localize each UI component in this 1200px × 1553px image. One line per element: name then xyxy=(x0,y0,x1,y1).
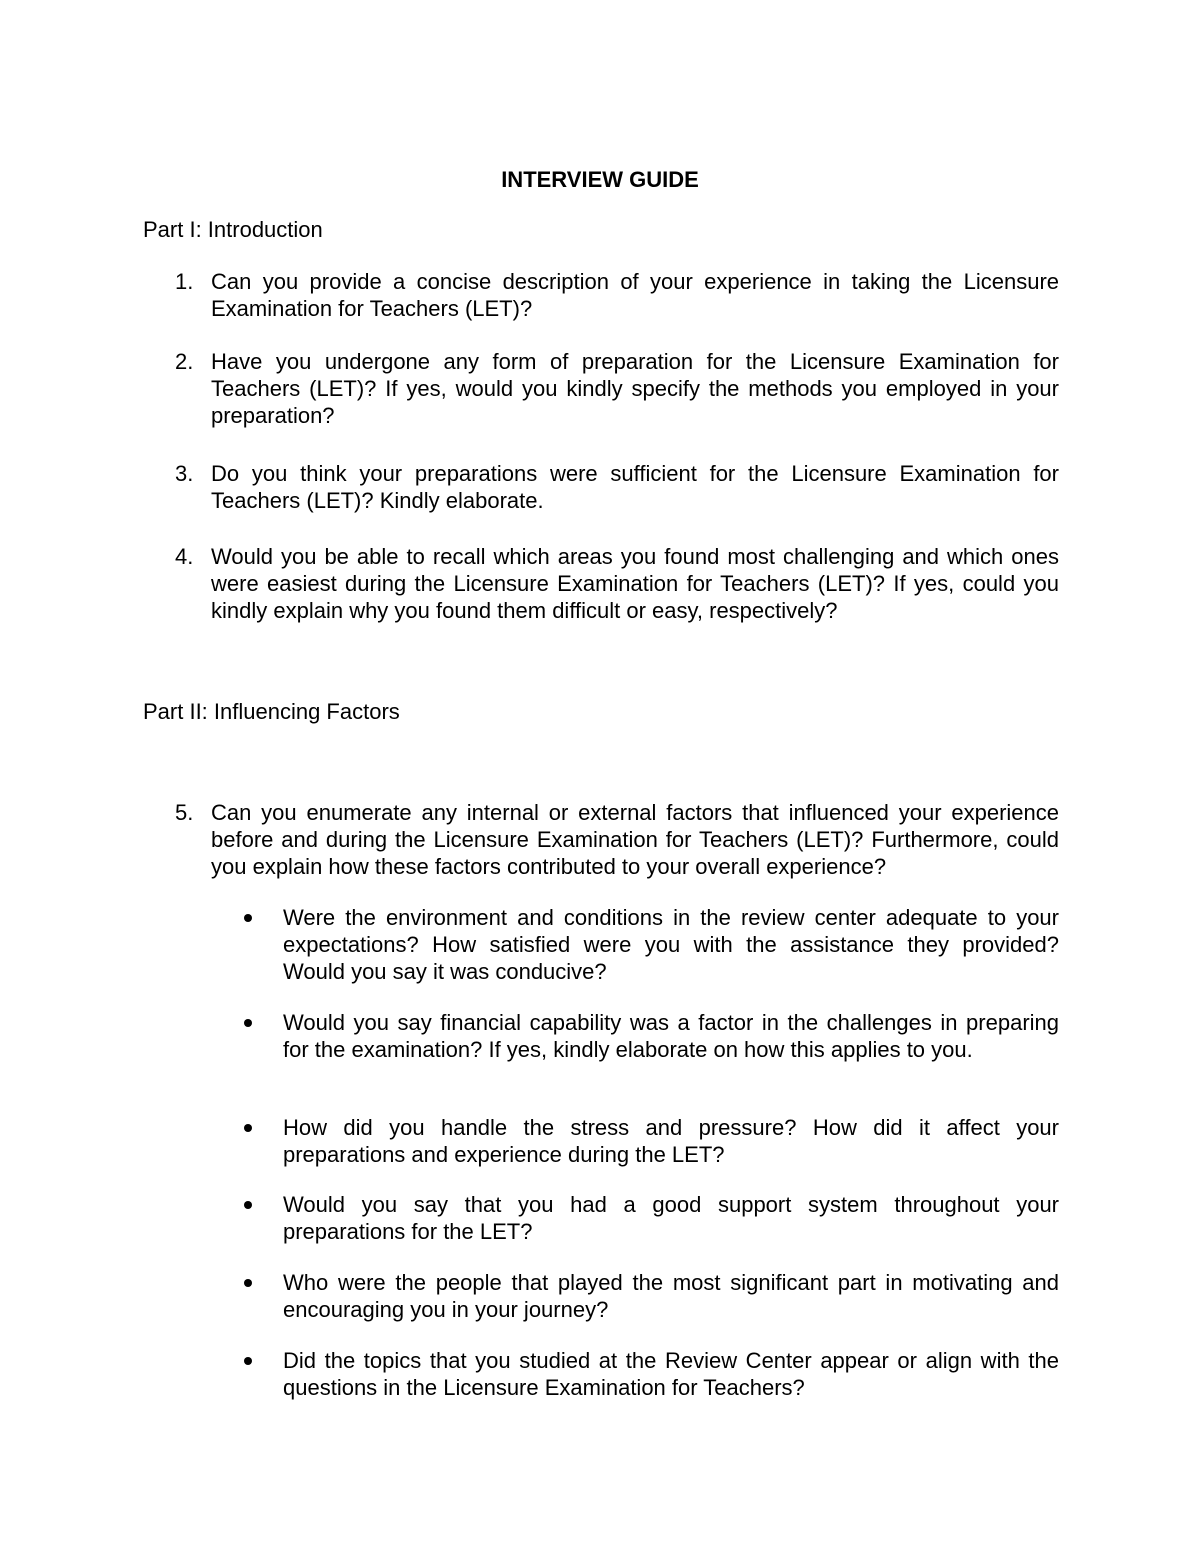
bullet-icon xyxy=(244,1124,252,1132)
question-text: Do you think your preparations were sufficient for the Licensure Examination for Teachers (LET)? Kindly elaborate. xyxy=(211,461,1059,513)
part1-heading: Part I: Introduction xyxy=(143,217,323,242)
bullet-icon xyxy=(244,1357,252,1365)
bullet-icon xyxy=(244,914,252,922)
bullet-text: Who were the people that played the most significant part in motivating and encouraging you in your journey? xyxy=(283,1270,1059,1322)
bullet-icon xyxy=(244,1279,252,1287)
bullet-text: Were the environment and conditions in the review center adequate to your expectations? How satisfied were you with the assistance they provided? Would you say it was conducive? xyxy=(283,905,1059,984)
bullet-text: Would you say financial capability was a factor in the challenges in preparing for the examination? If yes, kindly elaborate on how this applies to you. xyxy=(283,1010,1059,1062)
question-number: 1. xyxy=(175,269,194,294)
bullet-text: Would you say that you had a good support system throughout your preparations for the LET? xyxy=(283,1192,1059,1244)
bullet-text: Did the topics that you studied at the Review Center appear or align with the questions in the Licensure Examination for Teachers? xyxy=(283,1348,1059,1400)
part2-heading: Part II: Influencing Factors xyxy=(143,699,400,724)
bullet-icon xyxy=(244,1019,252,1027)
bullet-text: How did you handle the stress and pressure? How did it affect your preparations and experience during the LET? xyxy=(283,1115,1059,1167)
document-title: INTERVIEW GUIDE xyxy=(501,167,699,192)
question-text: Can you enumerate any internal or external factors that influenced your experience before and during the Licensure Examination for Teachers (LET)? Furthermore, could you explain how these factors contributed to your overall experience? xyxy=(211,800,1059,879)
question-text: Can you provide a concise description of your experience in taking the Licensure Examination for Teachers (LET)? xyxy=(211,269,1059,321)
question-text: Have you undergone any form of preparation for the Licensure Examination for Teachers (LET)? If yes, would you kindly specify the methods you employed in your preparation? xyxy=(211,349,1059,428)
question-text: Would you be able to recall which areas you found most challenging and which ones were easiest during the Licensure Examination for Teachers (LET)? If yes, could you kindly explain why you found them difficult or easy, respectively? xyxy=(211,544,1059,623)
question-number: 2. xyxy=(175,349,194,374)
question-number: 5. xyxy=(175,800,194,825)
question-number: 3. xyxy=(175,461,194,486)
bullet-icon xyxy=(244,1201,252,1209)
question-number: 4. xyxy=(175,544,194,569)
